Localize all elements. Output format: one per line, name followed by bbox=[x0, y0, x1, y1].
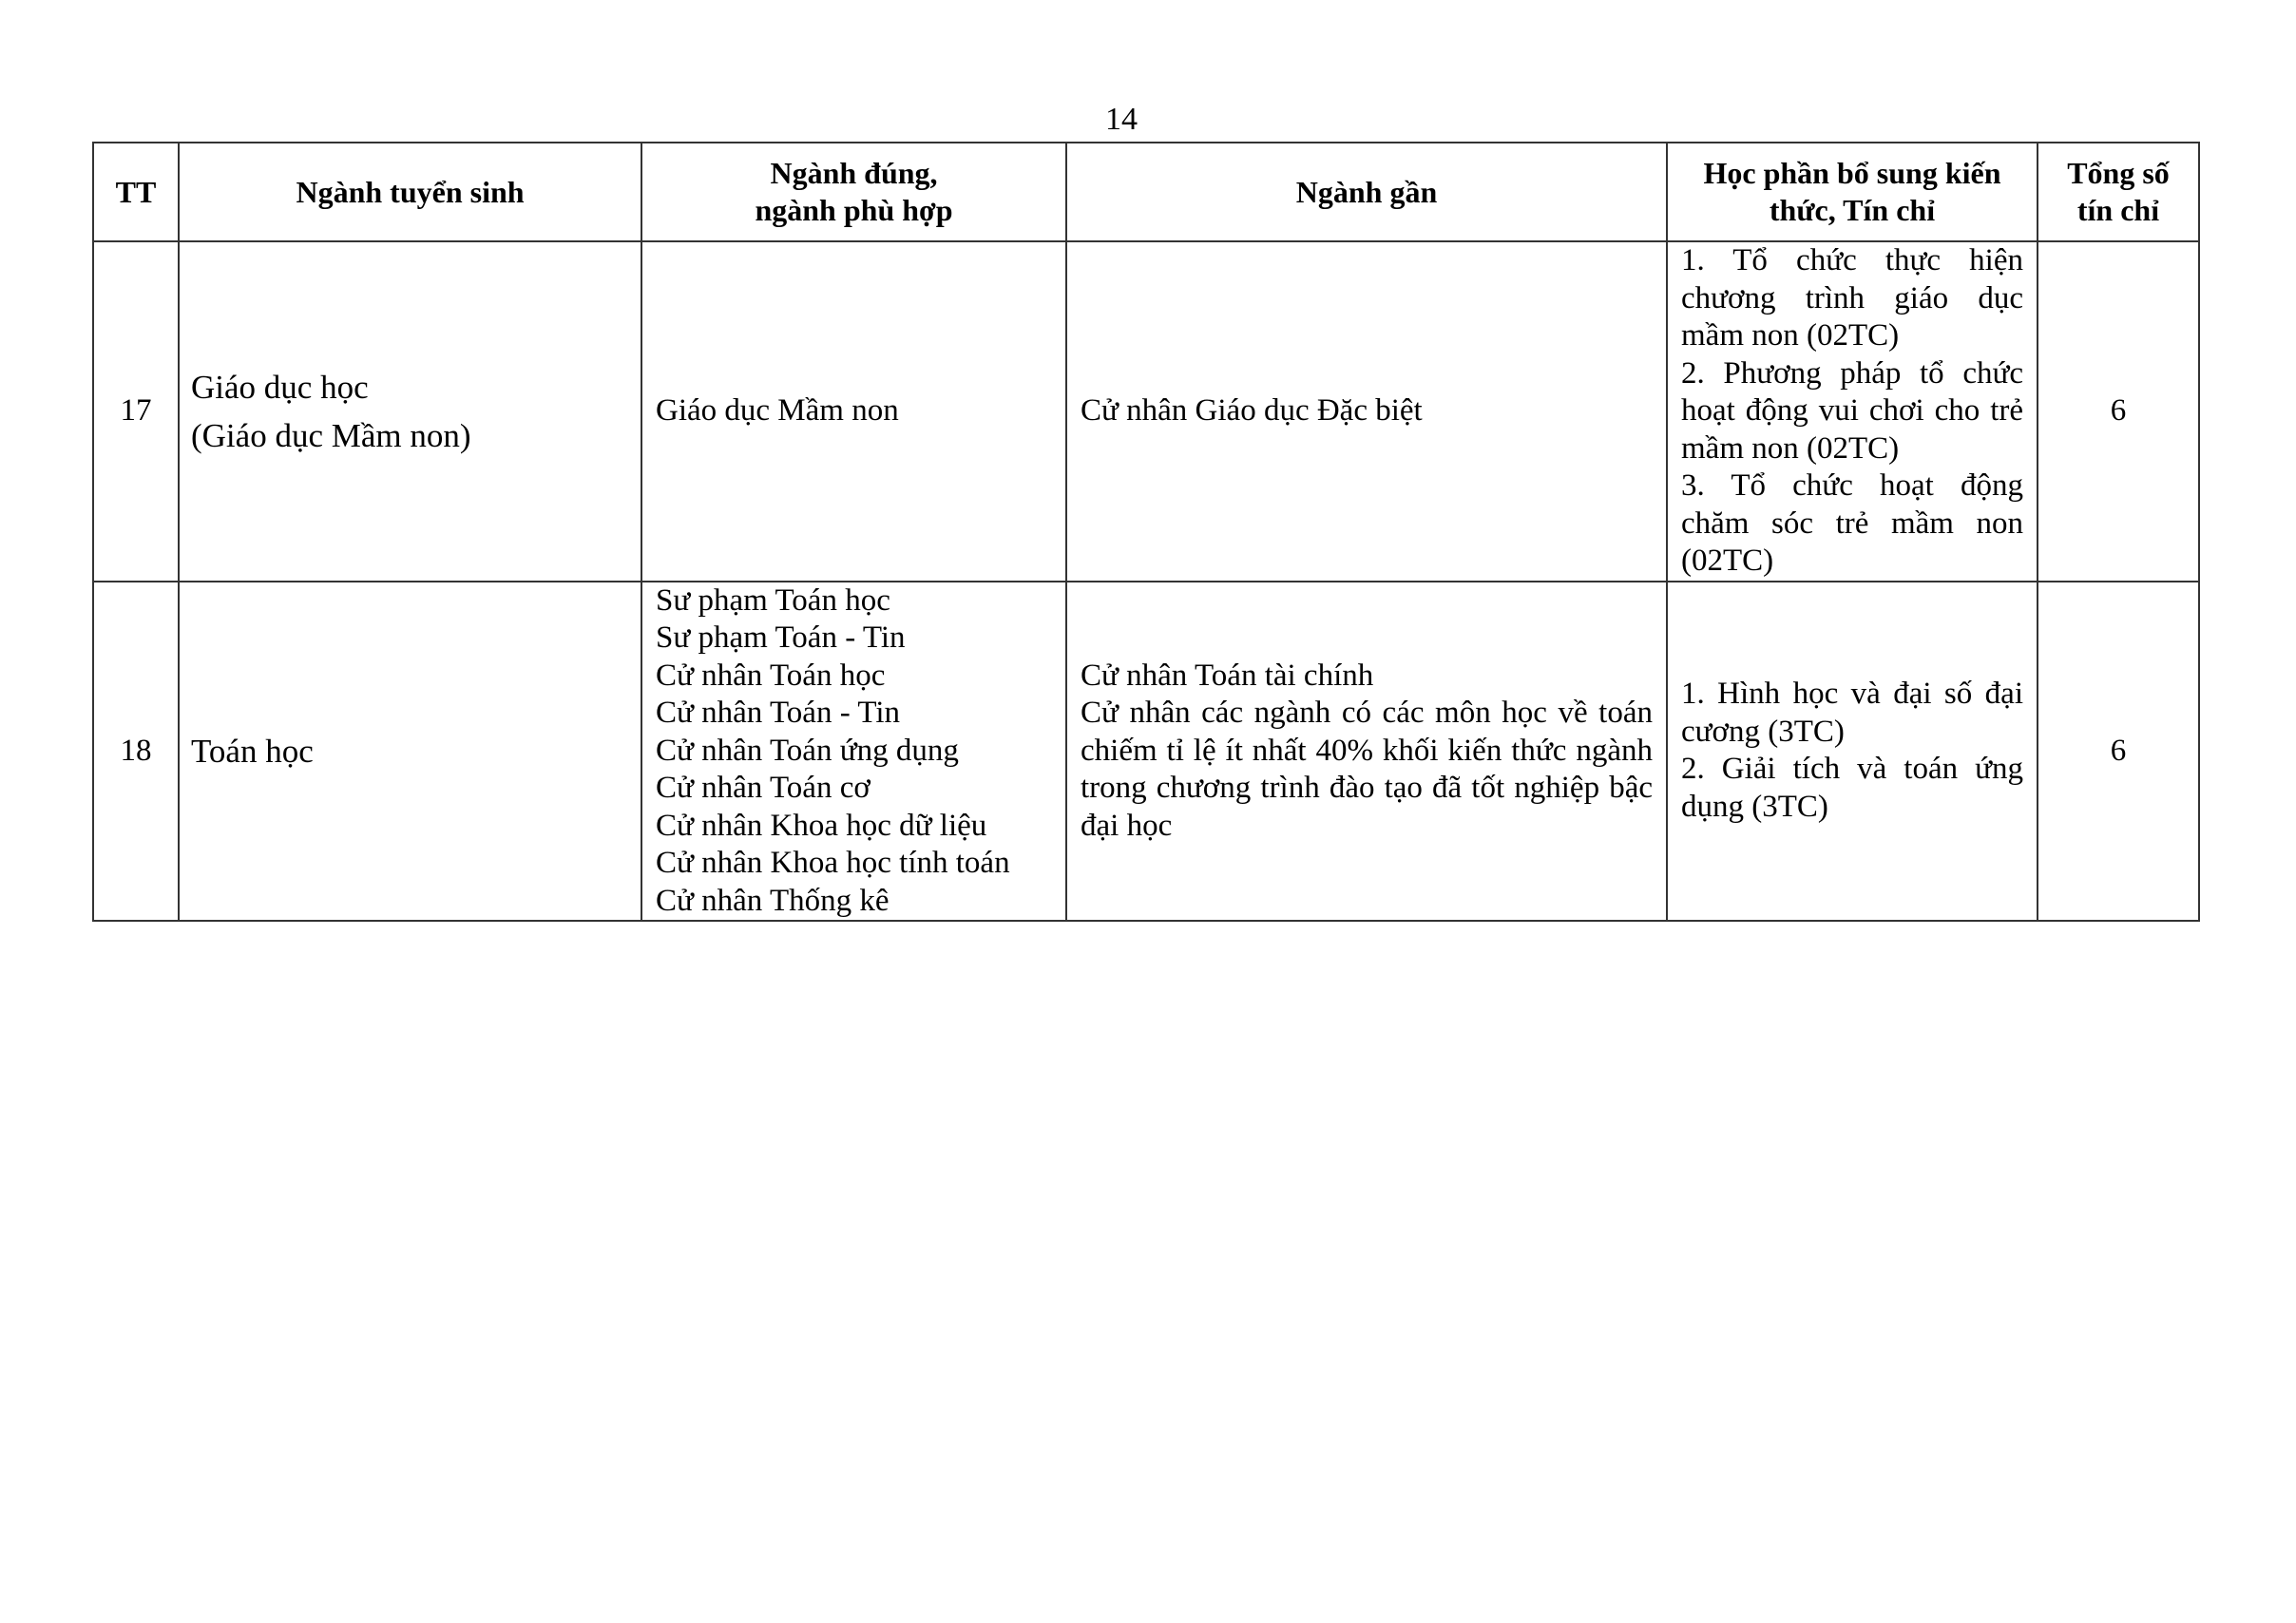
cell-tong-so: 6 bbox=[2038, 241, 2199, 582]
cell-nganh-dung: Giáo dục Mầm non bbox=[641, 241, 1066, 582]
header-nganh-tuyen-sinh: Ngành tuyển sinh bbox=[179, 143, 641, 241]
table-header-row bbox=[93, 143, 2199, 241]
header-hoc-phan: Học phần bổ sung kiến thức, Tín chỉ bbox=[1667, 143, 2038, 241]
admission-table bbox=[92, 142, 2200, 922]
cell-nganh-tuyen-sinh: Toán học bbox=[179, 582, 641, 922]
cell-nganh-dung: Sư phạm Toán học Sư phạm Toán - Tin Cử nhân Toán học Cử nhân Toán - Tin Cử nhân Toán ứng dụng Cử nhân Toán cơ Cử nhân Khoa học dữ liệu Cử nhân Khoa học tính toán Cử nhân Thống kê bbox=[641, 582, 1066, 922]
header-nganh-gan: Ngành gần bbox=[1066, 143, 1667, 241]
table-row bbox=[93, 241, 2199, 582]
page-number: 14 bbox=[1105, 102, 1138, 137]
cell-tt: 18 bbox=[93, 582, 179, 922]
cell-hoc-phan: 1. Hình học và đại số đại cương (3TC) 2. Giải tích và toán ứng dụng (3TC) bbox=[1667, 582, 2038, 922]
header-tt: TT bbox=[93, 143, 179, 241]
header-tong-so: Tổng số tín chỉ bbox=[2038, 143, 2199, 241]
table-row bbox=[93, 582, 2199, 922]
cell-tt: 17 bbox=[93, 241, 179, 582]
cell-nganh-gan: Cử nhân Giáo dục Đặc biệt bbox=[1066, 241, 1667, 582]
cell-nganh-tuyen-sinh: Giáo dục học (Giáo dục Mầm non) bbox=[179, 241, 641, 582]
cell-hoc-phan: 1. Tổ chức thực hiện chương trình giáo dục mầm non (02TC) 2. Phương pháp tổ chức hoạt động vui chơi cho trẻ mầm non (02TC) 3. Tổ chức hoạt động chăm sóc trẻ mầm non (02TC) bbox=[1667, 241, 2038, 582]
header-nganh-dung: Ngành đúng, ngành phù hợp bbox=[641, 143, 1066, 241]
cell-tong-so: 6 bbox=[2038, 582, 2199, 922]
cell-nganh-gan: Cử nhân Toán tài chính Cử nhân các ngành có các môn học về toán chiếm tỉ lệ ít nhất 40% khối kiến thức ngành trong chương trình đào tạo đã tốt nghiệp bậc đại học bbox=[1066, 582, 1667, 922]
